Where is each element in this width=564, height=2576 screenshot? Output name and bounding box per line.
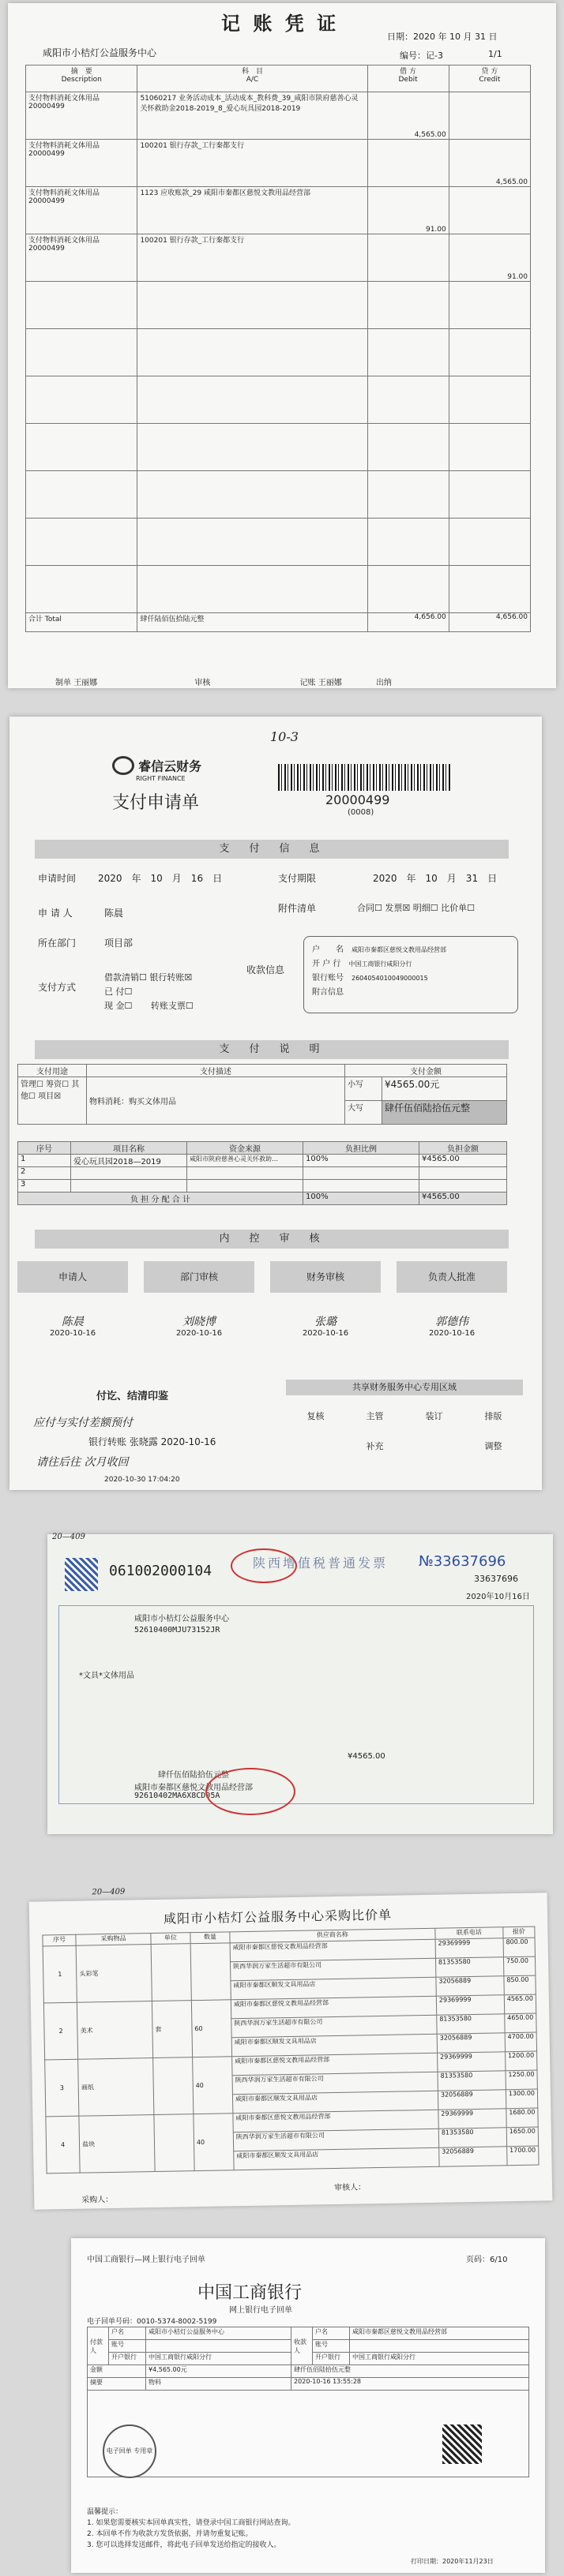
- receipt-top-right: 页码：6/10: [466, 2256, 508, 2264]
- usage-options: 管理☐ 筹资☐ 其他☐ 项目☒: [18, 1077, 87, 1125]
- payee-bank: 开 户 行 中国工商银行咸阳分行: [312, 960, 412, 968]
- payee-label: 收款信息: [246, 964, 285, 975]
- table-row: 陕西华润万家生活超市有限公司 81353580 4650.00: [44, 2013, 536, 2041]
- quote-sign-1: 采购人：: [81, 2195, 114, 2205]
- shared-area: 共享财务服务中心专用区域 复核 主管 装订 排版 补充 调整: [286, 1380, 523, 1474]
- qr-code: [65, 1558, 98, 1591]
- seller: 咸阳市秦都区慈悦文教用品经营部: [134, 1784, 253, 1792]
- voucher-row: 支付物料消耗文体用品20000499 1123 应收账款_29 咸阳市秦都区慈悦文教用品经营部 91.00: [26, 187, 531, 234]
- receipt-sub: 网上银行电子回单: [229, 2306, 292, 2315]
- invoice-body: [58, 1605, 534, 1804]
- barcode: [278, 764, 452, 791]
- quote-handnote: 20—409: [92, 1887, 126, 1897]
- receipt-notes: 温馨提示： 1. 如果您需要核实本回单真实性，请登录中国工商银行网站查询。 2. 本回单不作为收款方发货依据，并请勿重复记账。 3. 您可以选择发送邮件，将此电子回单发送给指定的接收人。: [87, 2508, 295, 2549]
- invoice-title: 陕西增值税普通发票: [253, 1556, 389, 1571]
- dept-label: 所在部门: [38, 938, 77, 949]
- desc-table: 支付用途 支付描述 支付金额 管理☐ 筹资☐ 其他☐ 项目☒ 物料消耗：购买文体用品 小写 ¥4565.00元 大写 肆仟伍佰陆拾伍元整: [17, 1064, 507, 1125]
- accounting-voucher: [8, 3, 556, 688]
- buyer: 咸阳市小桔灯公益服务中心: [134, 1615, 229, 1623]
- invoice-no: №33637696: [419, 1553, 506, 1570]
- bank-receipt: [71, 2238, 545, 2573]
- line-item: *文具*文体用品: [79, 1672, 134, 1680]
- logo-icon: [112, 756, 134, 775]
- voucher-org: 咸阳市小桔灯公益服务中心: [43, 47, 157, 58]
- header-account: 科 目 A/C: [137, 66, 367, 92]
- handwritten-note: 10-3: [270, 729, 299, 744]
- header-credit: 贷 方 Credit: [449, 66, 530, 92]
- amount-small: ¥4565.00元: [382, 1077, 507, 1101]
- check-stamp: 银行转账 张晓露 2020-10-16: [88, 1436, 216, 1447]
- receipt-stamp: 电子回单 专用章: [103, 2424, 156, 2478]
- method-options: 借款清销☐ 银行转账☒ 已 付☐ 现 金☐ 转账支票☐: [104, 972, 194, 1011]
- receipt-qr: [442, 2424, 482, 2464]
- audit-flow: [17, 1261, 523, 1364]
- period: 2020 年 10 月 31 日: [373, 873, 498, 884]
- payee-box: [303, 936, 518, 1013]
- quote-sign-2: 审核人：: [333, 2183, 367, 2193]
- table-row: 咸阳市秦都区顺发文具用品店 32056889 850.00: [43, 1975, 536, 2003]
- flow-step: 申请人 陈晨 2020-10-16: [17, 1261, 128, 1356]
- table-sum-row: 负 担 分 配 合 计 100% ¥4565.00: [18, 1193, 507, 1205]
- applicant-label: 申 请 人: [38, 908, 73, 919]
- table-row: 4 盐块 40 咸阳市秦都区慈悦文教用品经营部 29369999 1680.00: [46, 2108, 538, 2136]
- seller-seal: [205, 1768, 295, 1815]
- apply-time: 2020 年 10 月 16 日: [98, 873, 223, 884]
- section-desc: 支 付 说 明: [35, 1040, 509, 1059]
- table-row: 陕西华润万家生活超市有限公司 81353580 1650.00: [46, 2127, 538, 2155]
- voucher-total-row: 合计 Total 肆仟陆佰伍拾陆元整 4,656.00 4,656.00: [26, 613, 531, 632]
- print-date: 打印日期：2020年11月23日: [411, 2558, 494, 2565]
- voucher-page: 1/1: [488, 49, 502, 59]
- table-row: 陕西华润万家生活超市有限公司 81353580 1250.00: [45, 2070, 537, 2098]
- bank-name: 中国工商银行: [197, 2283, 303, 2303]
- flow-step: 财务审核 张璐 2020-10-16: [270, 1261, 381, 1356]
- check-handwriting-2: 请往后往 次月收回: [36, 1456, 129, 1469]
- method-label: 支付方式: [38, 982, 77, 993]
- header-summary: 摘 要 Description: [26, 66, 137, 92]
- invoice-total: 肆仟伍佰陆拾伍元整: [158, 1771, 229, 1780]
- applicant: 陈晨: [104, 908, 124, 919]
- header-debit: 借 方 Debit: [367, 66, 449, 92]
- voucher-signatures: 制单 王丽娜 审核 记账 王丽娜 出纳: [55, 679, 392, 687]
- check-handwriting-1: 应付与实付差额预付: [33, 1417, 133, 1429]
- payee-account: 银行账号 2604054010049000015: [312, 974, 428, 983]
- seller-tax-id: 92610402MA6X8CD05A: [134, 1792, 220, 1800]
- check-date: 2020-10-30 17:04:20: [104, 1476, 180, 1484]
- section-audit: 内 控 审 核: [35, 1230, 509, 1249]
- flow-step: 部门审核 刘晓博 2020-10-16: [144, 1261, 254, 1356]
- table-row: 2 美术 套 60 咸阳市秦都区慈悦文教用品经营部 29369999 4565.00: [43, 1994, 536, 2022]
- quote-title: 咸阳市小桔灯公益服务中心采购比价单: [163, 1907, 393, 1926]
- voucher-title: 记 账 凭 证: [221, 13, 340, 35]
- amount-big: 肆仟伍佰陆拾伍元整: [382, 1101, 507, 1125]
- voucher-row: 支付物料消耗文体用品20000499 51060217 业务活动成本_活动成本_教科费_39_咸阳市陕府慈善心灵关怀救助金2018-2019_8_爱心玩具园2018-2019 4,565.00: [26, 92, 531, 140]
- table-row: 3 画纸 40 咸阳市秦都区慈悦文教用品经营部 29369999 1200.00: [45, 2051, 537, 2079]
- receipt-top-left: 中国工商银行—网上银行电子回单: [87, 2256, 205, 2264]
- table-row: 2: [18, 1167, 507, 1180]
- barcode-sub: (0008): [348, 808, 374, 817]
- voucher-date: 日期：2020 年 10 月 31 日: [387, 32, 498, 42]
- invoice-handnote: 20—409: [52, 1533, 85, 1541]
- section-pay-info: 支 付 信 息: [35, 840, 509, 859]
- payee-name: 户 名 咸阳市秦都区慈悦文教用品经营部: [312, 945, 446, 954]
- invoice-amount: ¥4565.00: [348, 1752, 385, 1761]
- quote-table: 序号 采购物品 单位 数量 供应商名称 联系电话 报价 1 头彩笔 咸阳市秦都区慈悦文教用品经营部 29369999 800.00 陕西华润万家生活超市有限公司 81353580 750.00 咸阳市秦都区顺发文具用品店 32056889 850.00 2 美术 套 60 咸阳市秦都区慈悦文教用品经营部 29369999 4565.00 陕西华润万家生活超市有限公司 81353580 4650.00 咸阳市秦都区顺发文具用品店 32056889 4700.00 3 画纸 40 咸阳市秦都区慈悦文教用品经营部 29369999 1200.00 陕西华润万家生活超市有限公司 81353580 1250.00 咸阳市秦都区顺发文具用品店 32056889 1300.00 4 盐块 40 咸阳市秦都区慈悦文教用品经营部 29369999 1680.00 陕西华润万家生活超市有限公司 81353580 1650.00 咸阳市秦都区顺发文具用品店 32056889 1700.00: [42, 1926, 539, 2174]
- receipt-no: 电子回单号码：0010-5374-8002-5199: [87, 2318, 217, 2326]
- payment-request: [9, 717, 542, 1490]
- flow-step: 负责人批准 郭德伟 2020-10-16: [397, 1261, 507, 1356]
- voucher-table: [25, 65, 531, 632]
- table-row: 3: [18, 1180, 507, 1193]
- table-row: 1 头彩笔 咸阳市秦都区慈悦文教用品经营部 29369999 800.00: [43, 1938, 535, 1965]
- invoice-no-2: 33637696: [474, 1574, 518, 1584]
- apply-time-label: 申请时间: [38, 873, 77, 884]
- period-label: 支付期限: [278, 873, 317, 884]
- buyer-tax-id: 52610400MJU73152JR: [134, 1626, 220, 1634]
- check-title: 付讫、结清印鉴: [96, 1391, 169, 1402]
- table-row: 陕西华润万家生活超市有限公司 81353580 750.00: [43, 1956, 536, 1984]
- vat-invoice: [47, 1534, 553, 1834]
- table-row: 咸阳市秦都区顺发文具用品店 32056889 4700.00: [44, 2032, 536, 2060]
- invoice-date: 2020年10月16日: [466, 1593, 530, 1601]
- barcode-number: 20000499: [325, 792, 390, 807]
- receipt-table: 付款人 户名 咸阳市小桔灯公益服务中心 收款人 户名 咸阳市秦都区慈悦文教用品经营部 账号 账号 开户银行 中国工商银行咸阳分行 开户银行 中国工商银行咸阳分行 金额 ¥4,565.00元 肆仟伍佰陆拾伍元整 摘要 物料 2020-10-16 13:55:28: [87, 2327, 529, 2477]
- allocation-table: 序号 项目名称 资金来源 负担比例 负担金额 1 爱心玩具园2018—2019 咸阳市陕府慈善心灵关怀救助… 100% ¥4565.00 2 3 负 担 分 配 合 计 100% ¥4565.00: [17, 1141, 507, 1205]
- payee-note: 附言信息: [312, 988, 344, 997]
- table-row: 咸阳市秦都区顺发文具用品店 32056889 1700.00: [47, 2146, 539, 2174]
- voucher-number: 编号：记-3: [400, 51, 443, 61]
- voucher-row: 支付物料消耗文体用品20000499 100201 银行存款_工行秦都支行 4,565.00: [26, 140, 531, 187]
- logo: 睿信云财务 RIGHT FINANCE: [112, 756, 201, 782]
- table-row: 咸阳市秦都区顺发文具用品店 32056889 1300.00: [45, 2089, 537, 2117]
- payment-title: 支付申请单: [112, 793, 200, 813]
- attach-label: 附件清单: [278, 903, 317, 914]
- desc-text: 物料消耗：购买文体用品: [87, 1077, 345, 1125]
- invoice-code: 061002000104: [109, 1563, 212, 1579]
- price-comparison: [29, 1887, 553, 2209]
- voucher-row: 支付物料消耗文体用品20000499 100201 银行存款_工行秦都支行 91.00: [26, 234, 531, 282]
- attach-list: 合同☐ 发票☒ 明细☐ 比价单☐: [357, 903, 475, 913]
- table-row: 1 爱心玩具园2018—2019 咸阳市陕府慈善心灵关怀救助… 100% ¥4565.00: [18, 1155, 507, 1167]
- dept: 项目部: [104, 938, 133, 949]
